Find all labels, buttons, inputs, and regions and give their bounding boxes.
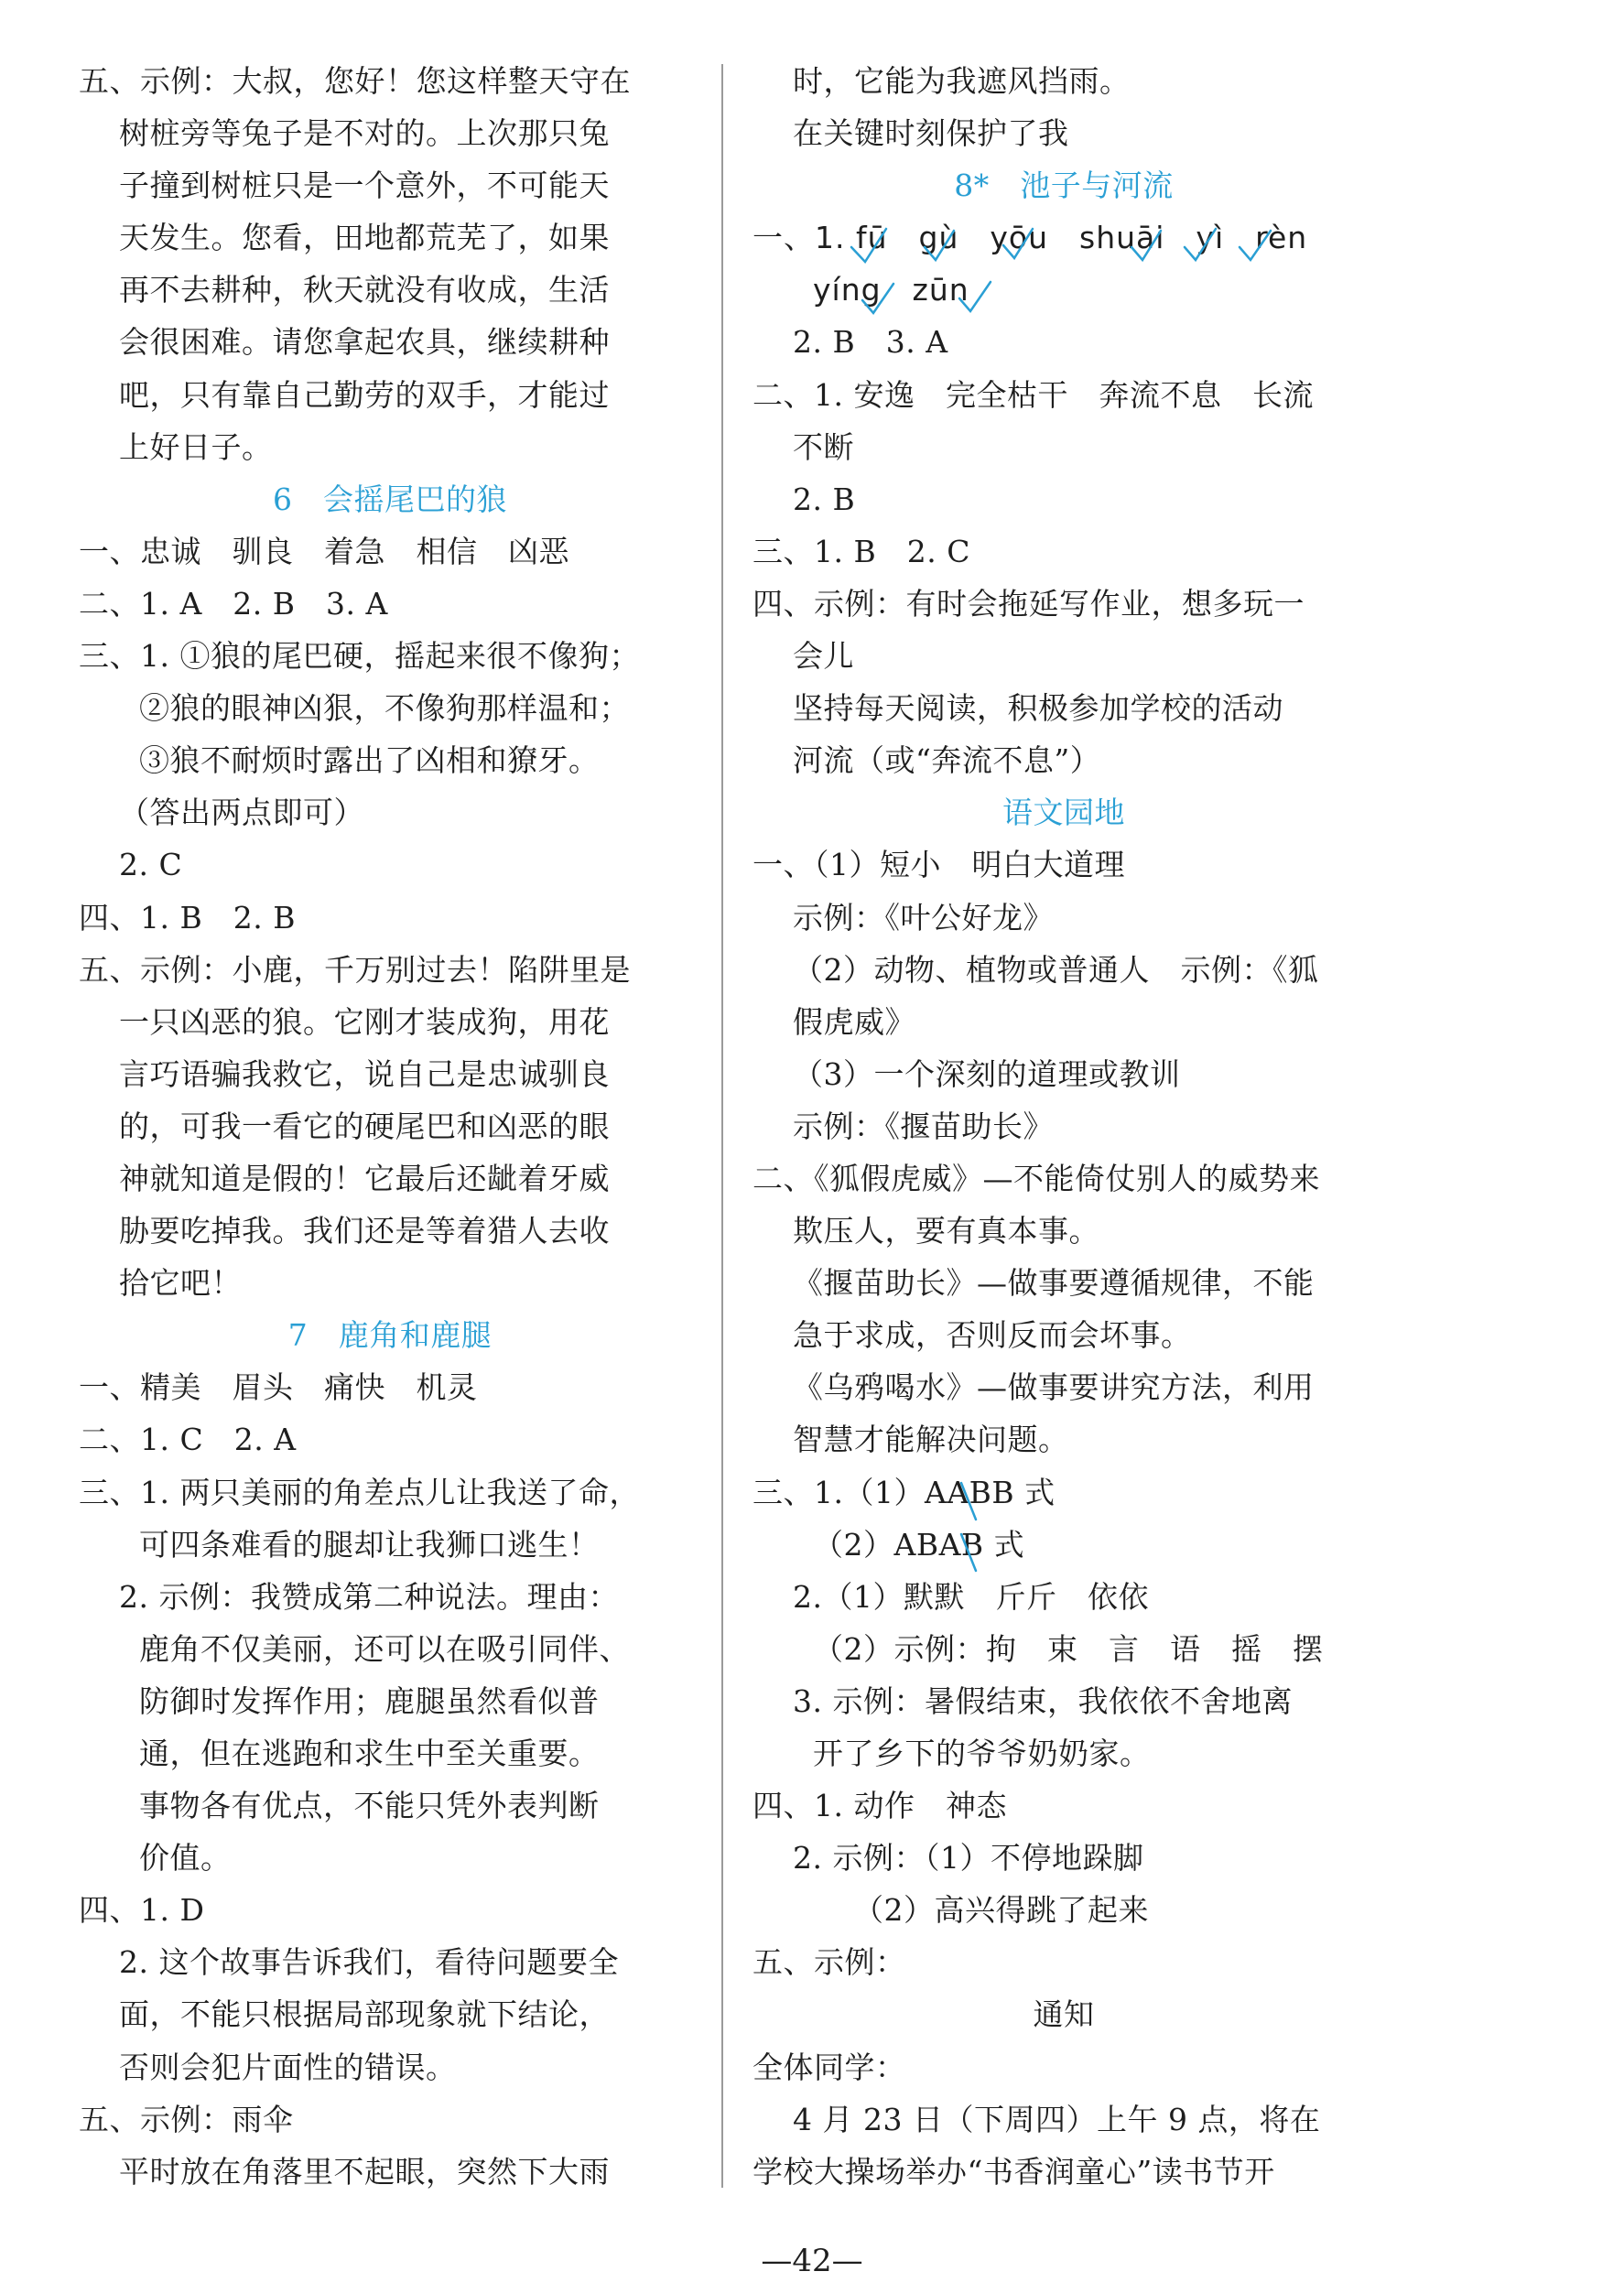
section-title: 8* 池子与河流 xyxy=(954,168,1174,204)
right-column xyxy=(752,55,1375,2198)
answer-line: 2.（1）默默 斤斤 依依 xyxy=(793,1578,1149,1615)
answer-line: 一、（1）短小 明白大道理 xyxy=(752,847,1125,883)
answer-line: 再不去耕种，秋天就没有收成，生活 xyxy=(119,272,610,308)
answer-line: 五、示例：雨伞 xyxy=(79,2101,294,2137)
section-title: 语文园地 xyxy=(1002,795,1125,831)
answer-line: 一、1. fū gù yōu shuāi yì rèn xyxy=(752,220,1308,256)
column-divider xyxy=(721,64,723,2188)
answer-line: 面，不能只根据局部现象就下结论， xyxy=(119,1996,610,2033)
answer-line: 四、1. 动作 神态 xyxy=(752,1788,1007,1824)
answer-line: （2）ABAB 式 xyxy=(813,1526,1025,1563)
answer-line: 2. C xyxy=(119,847,183,883)
answer-line: 三、1. B 2. C xyxy=(752,533,970,569)
answer-line: 四、示例：有时会拖延写作业，想多玩一 xyxy=(752,585,1305,622)
answer-line: 平时放在角落里不起眼，突然下大雨 xyxy=(119,2153,610,2190)
answer-line: 2. 示例：我赞成第二种说法。理由： xyxy=(119,1578,619,1615)
answer-line: 五、示例： xyxy=(752,1944,906,1981)
answer-line: ②狼的眼神凶狠，不像狗那样温和； xyxy=(139,690,630,727)
section-title: 6 会摇尾巴的狼 xyxy=(273,481,507,517)
answer-line: 2. B 3. A xyxy=(793,324,948,361)
answer-line: 河流（或“奔流不息”） xyxy=(793,742,1101,779)
answer-line: 三、1. ①狼的尾巴硬，摇起来很不像狗； xyxy=(79,638,640,675)
answer-line: 胁要吃掉我。我们还是等着猎人去收 xyxy=(119,1213,610,1249)
answer-line: 二、《狐假虎威》—不能倚仗别人的威势来 xyxy=(752,1160,1320,1196)
answer-line: 言巧语骗我救它，说自己是忠诚驯良 xyxy=(119,1055,610,1092)
answer-line: 通知 xyxy=(1033,1996,1095,2033)
answer-line: 全体同学： xyxy=(752,2049,906,2085)
answer-line: 四、1. B 2. B xyxy=(79,899,296,936)
answer-line: 事物各有优点，不能只凭外表判断 xyxy=(139,1788,600,1824)
answer-line: 一只凶恶的狼。它刚才装成狗，用花 xyxy=(119,1003,610,1040)
answer-line: 2. 这个故事告诉我们，看待问题要全 xyxy=(119,1944,619,1981)
answer-line: 不断 xyxy=(793,428,854,465)
answer-line: 吧，只有靠自己勤劳的双手，才能过 xyxy=(119,376,610,413)
answer-line: 2. B xyxy=(793,481,856,517)
answer-line: 二、1. A 2. B 3. A xyxy=(79,585,388,622)
answer-line: 价值。 xyxy=(139,1840,232,1877)
answer-line: 树桩旁等兔子是不对的。上次那只兔 xyxy=(119,115,610,152)
answer-line: 急于求成，否则反而会坏事。 xyxy=(793,1317,1192,1354)
left-column xyxy=(79,55,701,2198)
answer-line: 天发生。您看，田地都荒芜了，如果 xyxy=(119,220,610,256)
answer-line: 时，它能为我遮风挡雨。 xyxy=(793,63,1131,99)
answer-line: 坚持每天阅读，积极参加学校的活动 xyxy=(793,690,1283,727)
answer-line: 子撞到树桩只是一个意外，不可能天 xyxy=(119,168,610,204)
answer-line: 鹿角不仅美丽，还可以在吸引同伴、 xyxy=(139,1630,630,1667)
answer-line: ③狼不耐烦时露出了凶相和獠牙。 xyxy=(139,742,600,779)
answer-line: 示例：《叶公好龙》 xyxy=(793,899,1054,936)
answer-line: 三、1. 两只美丽的角差点儿让我送了命， xyxy=(79,1474,640,1510)
answer-line: 的，可我一看它的硬尾巴和凶恶的眼 xyxy=(119,1108,610,1144)
answer-line: 五、示例：大叔，您好！您这样整天守在 xyxy=(79,63,631,99)
answer-line: 四、1. D xyxy=(79,1892,205,1929)
answer-line: 《揠苗助长》—做事要遵循规律，不能 xyxy=(793,1265,1315,1302)
answer-line: 示例：《揠苗助长》 xyxy=(793,1108,1054,1144)
answer-line: 五、示例：小鹿，千万别过去！陷阱里是 xyxy=(79,951,631,988)
answer-line: yíng zūn xyxy=(813,272,969,308)
answer-line: 会很困难。请您拿起农具，继续耕种 xyxy=(119,324,610,361)
answer-line: 二、1. C 2. A xyxy=(79,1422,297,1458)
answer-line: 上好日子。 xyxy=(119,428,273,465)
answer-line: 拾它吧！ xyxy=(119,1265,242,1302)
answer-line: 在关键时刻保护了我 xyxy=(793,115,1069,152)
answer-line: （答出两点即可） xyxy=(119,795,364,831)
answer-line: 2. 示例：（1）不停地跺脚 xyxy=(793,1840,1144,1877)
answer-line: 3. 示例：暑假结束，我依依不舍地离 xyxy=(793,1682,1293,1719)
answer-line: 4 月 23 日（下周四）上午 9 点，将在 xyxy=(793,2101,1321,2137)
answer-line: 神就知道是假的！它最后还龇着牙威 xyxy=(119,1160,610,1196)
answer-line: 否则会犯片面性的错误。 xyxy=(119,2049,457,2085)
answer-line: 开了乡下的爷爷奶奶家。 xyxy=(813,1736,1151,1771)
answer-line: （2）动物、植物或普通人 示例：《狐 xyxy=(793,951,1319,988)
answer-line: 可四条难看的腿却让我狮口逃生！ xyxy=(139,1526,600,1563)
answer-line: 智慧才能解决问题。 xyxy=(793,1422,1069,1458)
answer-line: （2）示例：拘 束 言 语 摇 摆 xyxy=(813,1630,1324,1667)
answer-line: 会儿 xyxy=(793,638,854,675)
answer-line: 《乌鸦喝水》—做事要讲究方法，利用 xyxy=(793,1369,1315,1406)
section-title: 7 鹿角和鹿腿 xyxy=(287,1317,493,1354)
answer-line: 防御时发挥作用；鹿腿虽然看似普 xyxy=(139,1682,600,1719)
answer-line: 假虎威》 xyxy=(793,1003,915,1040)
answer-line: 欺压人，要有真本事。 xyxy=(793,1213,1099,1249)
answer-line: 通，但在逃跑和求生中至关重要。 xyxy=(139,1736,600,1771)
answer-line: 二、1. 安逸 完全枯干 奔流不息 长流 xyxy=(752,376,1314,413)
answer-line: 学校大操场举办“书香润童心”读书节开 xyxy=(752,2153,1275,2190)
answer-line: （2）高兴得跳了起来 xyxy=(853,1892,1149,1929)
answer-line: （3）一个深刻的道理或教训 xyxy=(793,1055,1181,1092)
answer-line: 一、精美 眉头 痛快 机灵 xyxy=(79,1369,478,1406)
answer-line: 三、1.（1）AABB 式 xyxy=(752,1474,1056,1510)
page-number: —42— xyxy=(761,2243,863,2279)
answer-line: 一、忠诚 驯良 着急 相信 凶恶 xyxy=(79,533,569,569)
